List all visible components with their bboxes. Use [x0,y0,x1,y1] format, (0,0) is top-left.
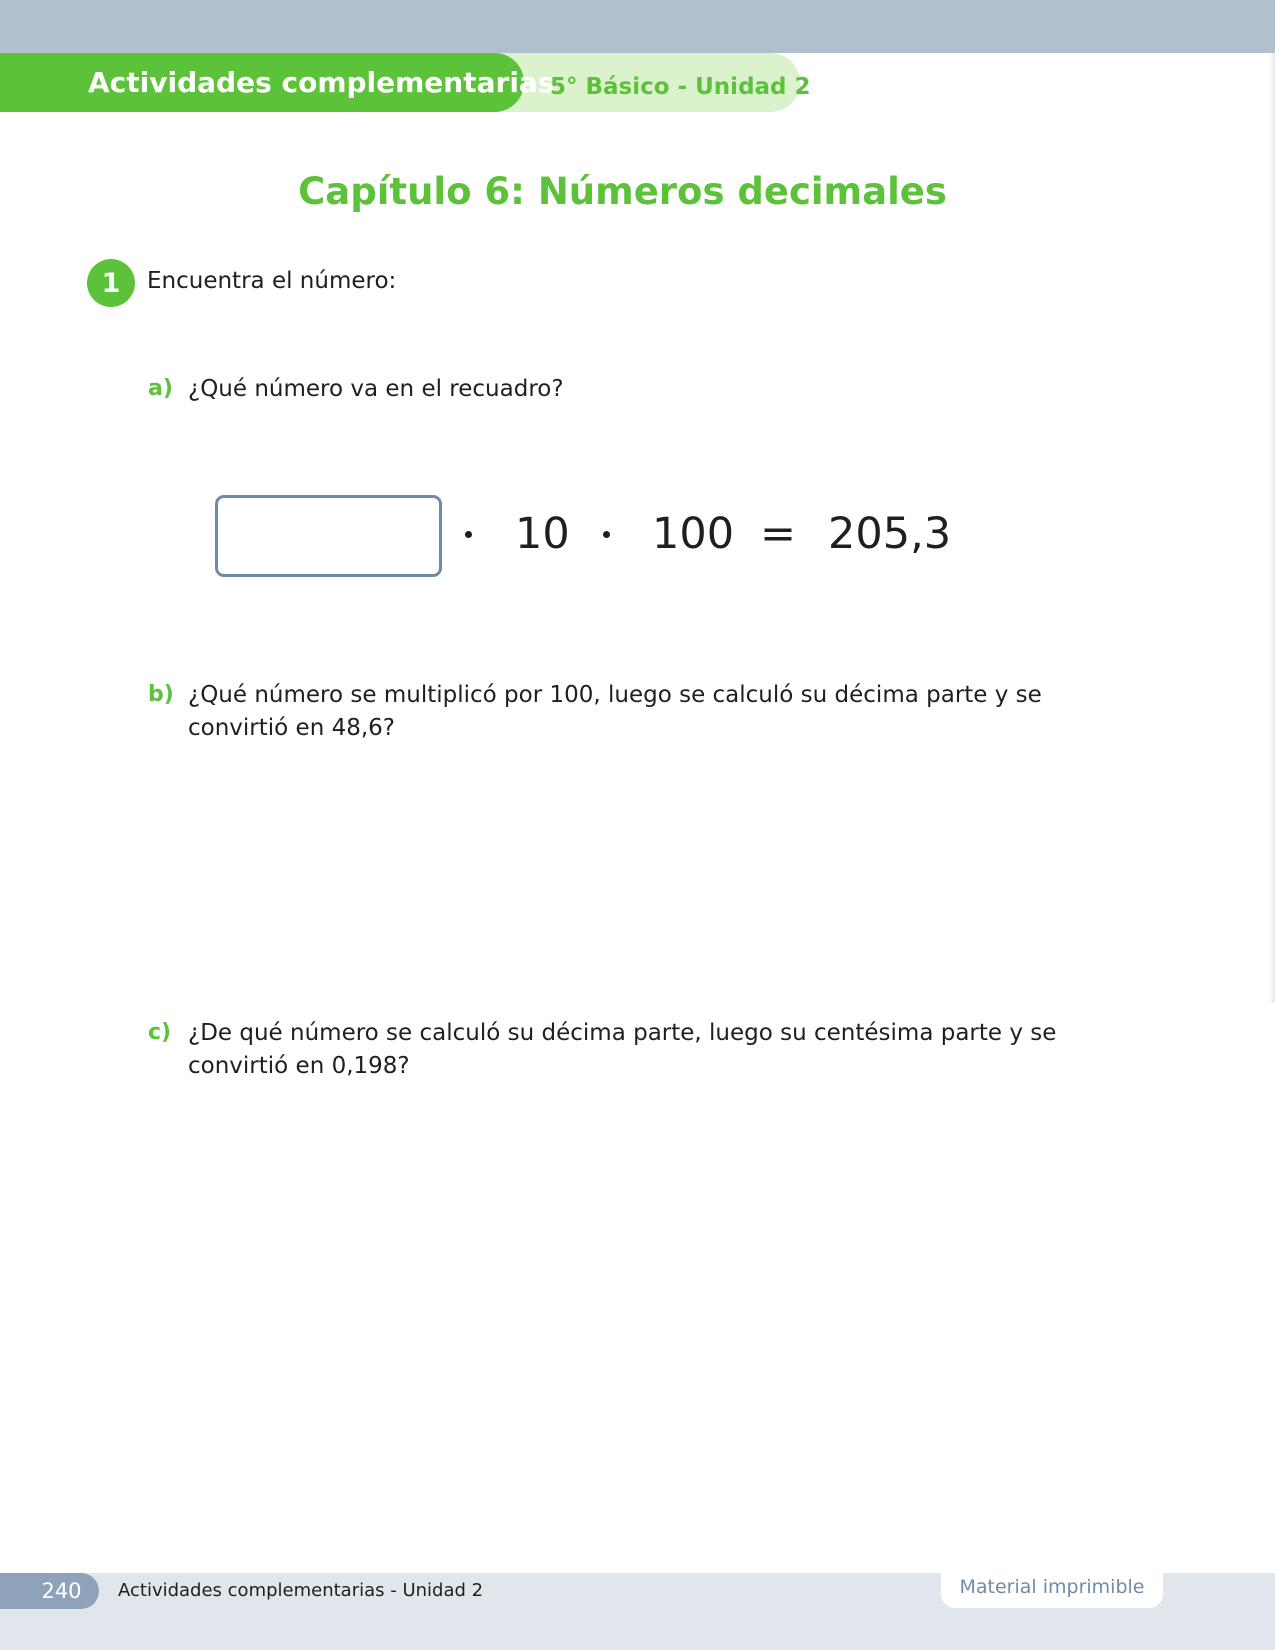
footer-text: Actividades complementarias - Unidad 2 [118,1580,484,1601]
question-c-label: c) [148,1020,172,1045]
question-c-text: ¿De qué número se calculó su décima parte, luego su centésima parte y se convirtió en 0,198? [188,1020,1057,1079]
activity-number-badge: 1 [87,259,135,307]
top-band [0,0,1275,53]
question-b-label: b) [148,682,174,707]
result-value: 205,3 [828,509,952,559]
factor-100: 100 [652,509,735,559]
equals-sign: = [760,509,797,559]
printable-material-tag: Material imprimible [941,1566,1163,1608]
page-number: 240 [0,1573,99,1609]
activity-instruction: Encuentra el número: [147,268,397,294]
factor-10: 10 [515,509,570,559]
multiply-dot-2 [603,531,610,538]
answer-box[interactable] [215,495,442,577]
question-a-text: ¿Qué número va en el recuadro? [188,376,564,402]
question-a-label: a) [148,376,173,401]
chapter-title: Capítulo 6: Números decimales [298,170,947,213]
section-title: Actividades complementarias [88,66,555,99]
question-b-text: ¿Qué número se multiplicó por 100, luego se calculó su décima parte y se convirtió en 48,6? [188,682,1042,741]
grade-unit-label: 5° Básico - Unidad 2 [550,74,811,100]
multiply-dot-1 [465,531,472,538]
page-edge-shadow [1269,53,1275,1003]
